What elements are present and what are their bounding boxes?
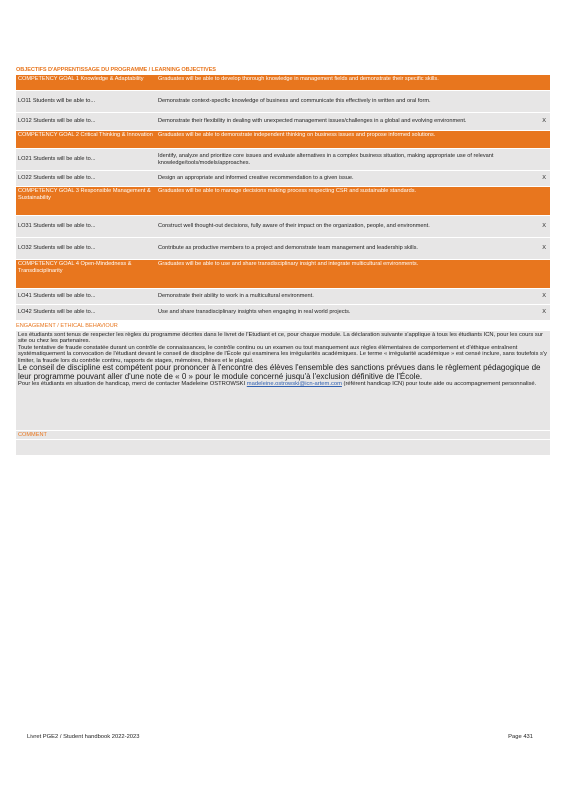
- handicap-text-end: (référent handicap ICN) pour toute aide ou accompagnement personnalisé.: [343, 381, 537, 388]
- lo-mark: [522, 149, 550, 171]
- competency-mark: [522, 260, 550, 289]
- lo-description: Demonstrate context-specific knowledge of business and communicate this effectively in written and oral form.: [156, 91, 522, 113]
- competency-description: Graduates will be able to develop thorough knowledge in management fields and demonstrate their specific skills.: [156, 75, 522, 91]
- competency-mark: [522, 75, 550, 91]
- engagement-paragraph-3: Le conseil de discipline est compétent pour prononcer à l'encontre des élèves l'ensemble des sanctions prévues dans le règlement pédagogique de leur programme pouvant aller d'une note de « 0 » pour le module concerné jusqu'à l'exclusion définitive de l'École.: [18, 363, 541, 381]
- lo-description: Contribute as productive members to a project and demonstrate team management and leadership skills.: [156, 238, 522, 260]
- lo-label: LO11 Students will be able to...: [16, 91, 156, 113]
- footer-title: Livret PGE2 / Student handbook 2022-2023: [27, 734, 140, 740]
- email-link[interactable]: madeleine.ostrowski@icn-artem.com: [246, 381, 342, 388]
- page-number: Page 431: [508, 734, 533, 740]
- section-heading: OBJECTIFS D'APPRENTISSAGE DU PROGRAMME / LEARNING OBJECTIVES: [16, 67, 216, 73]
- lo-mark: X: [522, 238, 550, 260]
- lo-label: LO31 Students will be able to...: [16, 216, 156, 238]
- engagement-body: [16, 331, 550, 430]
- competency-description: Graduates will be able to demonstrate independent thinking on business issues and propose informed solutions.: [156, 131, 522, 149]
- lo-label: LO22 Students will be able to...: [16, 171, 156, 187]
- lo-label: LO32 Students will be able to...: [16, 238, 156, 260]
- lo-mark: X: [522, 305, 550, 321]
- competency-label: COMPETENCY GOAL 3 Responsible Management & Sustainability: [16, 187, 156, 216]
- lo-label: LO42 Students will be able to...: [16, 305, 156, 321]
- competency-mark: [522, 187, 550, 216]
- lo-description: Demonstrate their ability to work in a multicultural environment.: [156, 289, 522, 305]
- lo-mark: X: [522, 216, 550, 238]
- lo-mark: X: [522, 289, 550, 305]
- lo-mark: [522, 91, 550, 113]
- lo-mark: X: [522, 171, 550, 187]
- lo-description: Demonstrate their flexibility in dealing with unexpected management issues/challenges in a global and evolving environment.: [156, 113, 522, 131]
- competency-description: Graduates will be able to manage decisions making process respecting CSR and sustainable standards.: [156, 187, 522, 216]
- engagement-paragraph-1: Les étudiants sont tenus de respecter les règles du programme décrites dans le livret de l'Etudiant et ce, pour chaque module. La déclaration suivante s'applique à tous les étudiants ICN, pour les cours sur site ou chez les partenaires.: [18, 332, 543, 345]
- engagement-title: ENGAGEMENT / ETHICAL BEHAVIOUR: [16, 323, 118, 329]
- competency-description: Graduates will be able to use and share transdisciplinary insight and integrate multicultural environments.: [156, 260, 522, 289]
- lo-description: Use and share transdisciplinary insights when engaging in real world projects.: [156, 305, 522, 321]
- lo-label: LO41 Students will be able to...: [16, 289, 156, 305]
- competency-mark: [522, 131, 550, 149]
- engagement-paragraph-4: [18, 381, 548, 387]
- comment-title: COMMENT: [16, 431, 550, 439]
- lo-description: Design an appropriate and informed creative recommendation to a given issue.: [156, 171, 522, 187]
- lo-description: Identify, analyze and prioritize core issues and evaluate alternatives in a complex business situation, making appropriate use of relevant knowledge/tools/models/approaches.: [156, 149, 522, 171]
- page-content: [16, 66, 550, 455]
- handicap-text: Pour les étudiants en situation de handicap, merci de contacter Madeleine OSTROWSKI: [18, 381, 246, 388]
- lo-mark: X: [522, 113, 550, 131]
- engagement-paragraph-2: Toute tentative de fraude constatée durant un contrôle de connaissances, le contrôle continu ou un examen ou tout manquement aux règles élémentaires de comportement et d'éthique entraînent systématiquement la convocation de l'étudiant devant le conseil de discipline de l'École qui examinera les irrégularités académiques. Le terme « irrégularité académique » est censé inclure, sans toutefois s'y limiter, la fraude lors du contrôle continu, rapports de stages, mémoires, thèses et le plagiat.: [18, 344, 547, 364]
- lo-description: Construct well thought-out decisions, fully aware of their impact on the organization, people, and environment.: [156, 216, 522, 238]
- comment-box: [16, 440, 550, 455]
- lo-label: LO21 Students will be able to...: [16, 149, 156, 171]
- competency-label: COMPETENCY GOAL 2 Critical Thinking & Innovation: [16, 131, 156, 149]
- competency-label: COMPETENCY GOAL 1 Knowledge & Adaptability: [16, 75, 156, 91]
- lo-label: LO12 Students will be able to...: [16, 113, 156, 131]
- learning-objectives-table: [16, 75, 550, 321]
- competency-label: COMPETENCY GOAL 4 Open-Mindedness & Transdisciplinarity: [16, 260, 156, 289]
